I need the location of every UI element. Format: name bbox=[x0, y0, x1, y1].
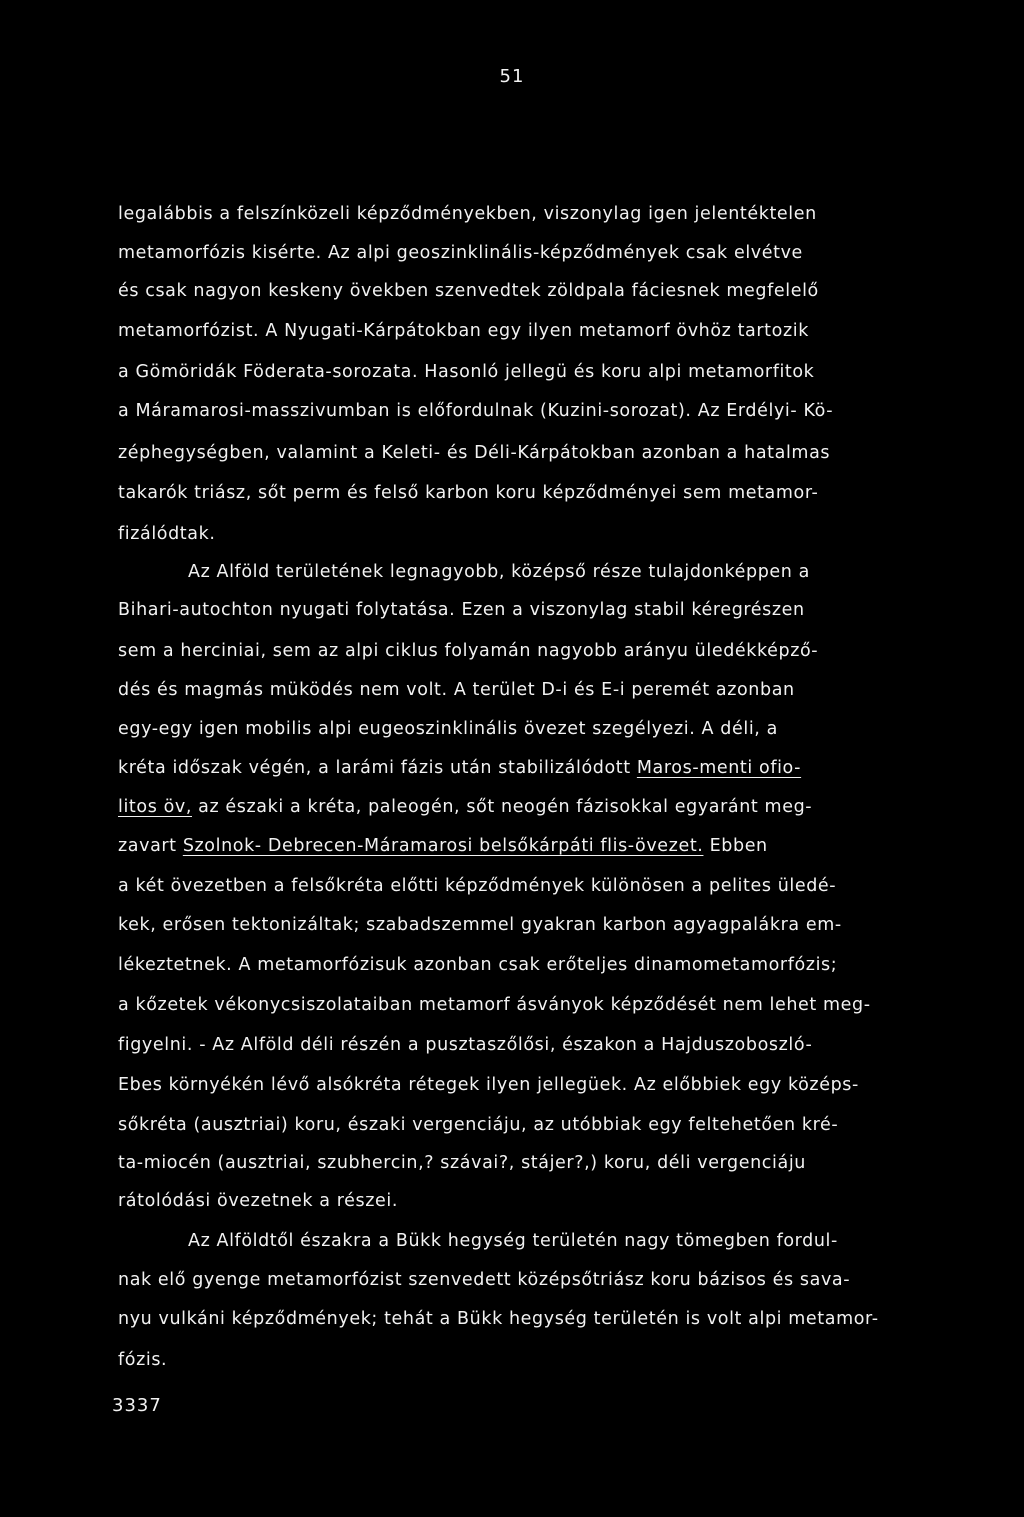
text-line: Ebes környékén lévő alsókréta rétegek ilyen jellegüek. Az előbbiek egy középs- bbox=[118, 1075, 859, 1095]
text-line: Az Alföld területének legnagyobb, középső része tulajdonképpen a bbox=[188, 562, 810, 582]
text-line: metamorfózis kisérte. Az alpi geoszinklinális-képződmények csak elvétve bbox=[118, 243, 803, 263]
text-line: fizálódtak. bbox=[118, 524, 216, 544]
page-number: 51 bbox=[499, 66, 525, 87]
text-line: ta-miocén (ausztriai, szubhercin,? szávai?, stájer?,) koru, déli vergenciáju bbox=[118, 1153, 806, 1173]
line-text: Ebben bbox=[703, 836, 768, 856]
text-line: sőkréta (ausztriai) koru, északi vergenciáju, az utóbbiak egy feltehetően kré- bbox=[118, 1115, 839, 1135]
text-line: dés és magmás müködés nem volt. A terület D-i és E-i peremét azonban bbox=[118, 680, 795, 700]
text-line: metamorfózist. A Nyugati-Kárpátokban egy ilyen metamorf övhöz tartozik bbox=[118, 321, 809, 341]
line-text: kréta időszak végén, a larámi fázis után stabilizálódott bbox=[118, 758, 637, 778]
text-line: nak elő gyenge metamorfózist szenvedett középsőtriász koru bázisos és sava- bbox=[118, 1270, 851, 1290]
text-line: takarók triász, sőt perm és felső karbon koru képződményei sem metamor- bbox=[118, 483, 819, 503]
text-line: Az Alföldtől északra a Bükk hegység területén nagy tömegben fordul- bbox=[188, 1231, 838, 1251]
text-line: nyu vulkáni képződmények; tehát a Bükk hegység területén is volt alpi metamor- bbox=[118, 1309, 879, 1329]
footer-code: 3337 bbox=[112, 1395, 162, 1416]
text-line: kek, erősen tektonizáltak; szabadszemmel gyakran karbon agyagpalákra em- bbox=[118, 915, 842, 935]
text-line: rátolódási övezetnek a részei. bbox=[118, 1191, 398, 1211]
line-text: az északi a kréta, paleogén, sőt neogén fázisokkal egyaránt meg- bbox=[192, 797, 813, 817]
line-text: zavart bbox=[118, 836, 183, 856]
text-line: sem a herciniai, sem az alpi ciklus folyamán nagyobb arányu üledékképző- bbox=[118, 641, 819, 661]
text-line bbox=[118, 796, 812, 818]
underlined-term: Szolnok- Debrecen-Máramarosi belsőkárpáti flis-övezet. bbox=[182, 836, 704, 856]
text-line: egy-egy igen mobilis alpi eugeoszinklinális övezet szegélyezi. A déli, a bbox=[118, 719, 778, 739]
text-line: legalábbis a felszínközeli képződményekben, viszonylag igen jelentéktelen bbox=[118, 204, 817, 224]
text-line bbox=[118, 835, 768, 857]
text-line: Bihari-autochton nyugati folytatása. Ezen a viszonylag stabil kéregrészen bbox=[118, 600, 805, 620]
text-line: a Máramarosi-masszivumban is előfordulnak (Kuzini-sorozat). Az Erdélyi- Kö- bbox=[118, 401, 834, 421]
text-line: lékeztetnek. A metamorfózisuk azonban csak erőteljes dinamometamorfózis; bbox=[118, 955, 838, 975]
text-line: figyelni. - Az Alföld déli részén a pusztaszőlősi, északon a Hajduszoboszló- bbox=[118, 1035, 813, 1055]
text-line: zéphegységben, valamint a Keleti- és Déli-Kárpátokban azonban a hatalmas bbox=[118, 443, 831, 463]
text-line: a két övezetben a felsőkréta előtti képződmények különösen a pelites üledé- bbox=[118, 876, 837, 896]
text-line: fózis. bbox=[118, 1350, 168, 1370]
underlined-term: litos öv, bbox=[118, 797, 192, 817]
text-line: a Gömöridák Föderata-sorozata. Hasonló jellegü és koru alpi metamorfitok bbox=[118, 362, 815, 382]
underlined-term: Maros-menti ofio- bbox=[636, 758, 802, 778]
text-line: és csak nagyon keskeny övekben szenvedtek zöldpala fáciesnek megfelelő bbox=[118, 281, 819, 301]
text-line: a kőzetek vékonycsiszolataiban metamorf ásványok képződését nem lehet meg- bbox=[118, 995, 871, 1015]
text-line bbox=[118, 757, 801, 779]
